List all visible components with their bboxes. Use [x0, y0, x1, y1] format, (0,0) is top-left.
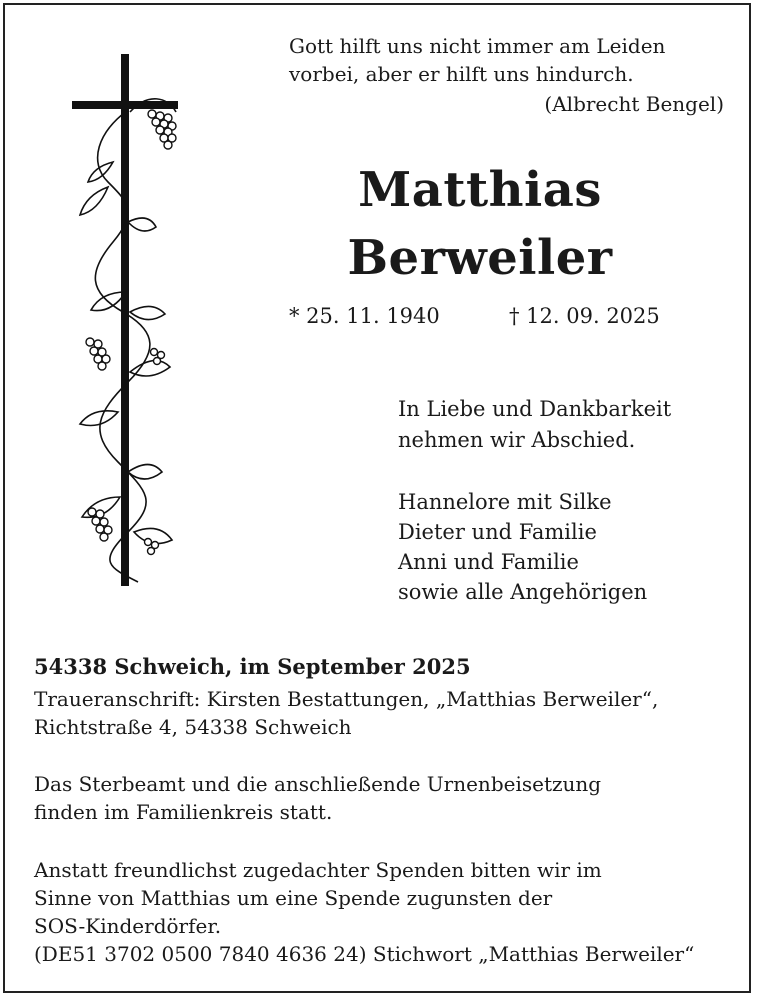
quote-line-2: vorbei, aber er hilft uns hindurch.	[289, 62, 634, 86]
donation-line-4: (DE51 3702 0500 7840 4636 24) Stichwort „Matthias Berweiler“	[34, 942, 695, 966]
donation-line-3: SOS-Kinderdörfer.	[34, 914, 222, 938]
farewell-line-2: nehmen wir Abschied.	[398, 428, 636, 452]
place-date: 54338 Schweich, im September 2025	[34, 654, 471, 679]
mourner-line: sowie alle Angehörigen	[398, 580, 648, 604]
deceased-first-name: Matthias	[358, 162, 602, 218]
quote-line-1: Gott hilft uns nicht immer am Leiden	[289, 34, 666, 58]
address-line-1: Traueranschrift: Kirsten Bestattungen, „Matthias Berweiler“,	[34, 687, 659, 711]
ceremony-line-2: finden im Familienkreis statt.	[34, 800, 333, 824]
cross-with-grapevine-icon	[68, 52, 188, 592]
birth-date: * 25. 11. 1940	[289, 304, 440, 328]
deceased-last-name: Berweiler	[347, 230, 613, 286]
death-date: † 12. 09. 2025	[509, 304, 660, 328]
mourner-line: Dieter und Familie	[398, 520, 597, 544]
address-line-2: Richtstraße 4, 54338 Schweich	[34, 715, 352, 739]
ceremony-line-1: Das Sterbeamt und die anschließende Urnenbeisetzung	[34, 772, 602, 796]
mourner-line: Anni und Familie	[398, 550, 579, 574]
donation-line-2: Sinne von Matthias um eine Spende zugunsten der	[34, 886, 553, 910]
mourner-line: Hannelore mit Silke	[398, 490, 612, 514]
donation-line-1: Anstatt freundlichst zugedachter Spenden bitten wir im	[34, 858, 602, 882]
farewell-line-1: In Liebe und Dankbarkeit	[398, 397, 672, 421]
quote-author: (Albrecht Bengel)	[544, 92, 724, 116]
